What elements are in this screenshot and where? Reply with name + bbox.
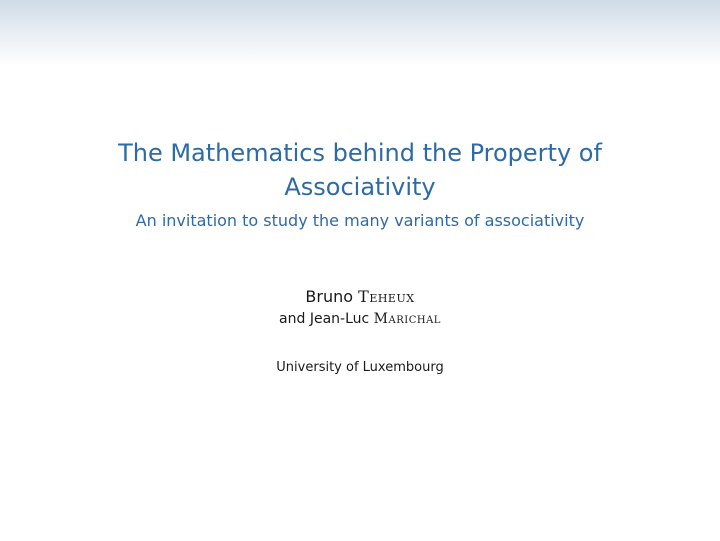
header-gradient-band: [0, 0, 720, 66]
coauthor-prefix: and Jean-Luc: [279, 311, 370, 327]
author-line-1: [160, 286, 560, 308]
slide-subtitle: An invitation to study the many variants of associativity: [135, 211, 585, 230]
slide-title: The Mathematics behind the Property of Associativity: [118, 139, 602, 201]
institute: University of Luxembourg: [276, 360, 444, 375]
title-block: [60, 136, 660, 232]
author-last-name: Teheux: [358, 287, 415, 306]
coauthor-last-name: Marichal: [373, 311, 441, 327]
authors: [160, 286, 560, 329]
author-line-2: [160, 309, 560, 329]
author-first-name: Bruno: [305, 287, 354, 306]
